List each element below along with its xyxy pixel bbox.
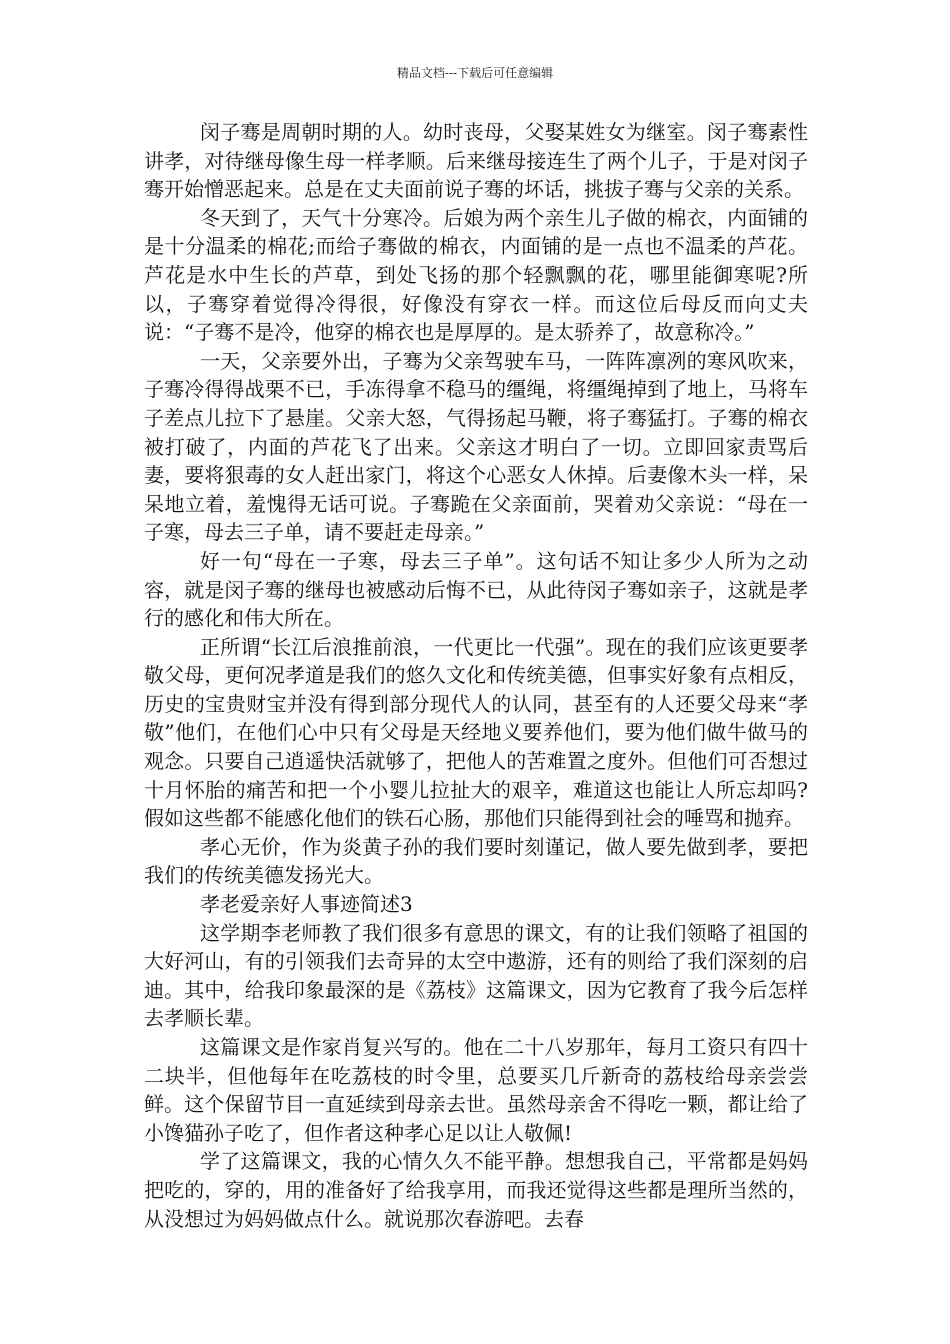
paragraph: 闵子骞是周朝时期的人。幼时丧母，父娶某姓女为继室。闵子骞素性讲孝，对待继母像生母一样孝顺。后来继母接连生了两个儿子，于是对闵子骞开始憎恶起来。总是在丈夫面前说子骞的坏话，挑拔子骞与父亲的关系。 [144,120,808,202]
paragraph: 正所谓“长江后浪推前浪，一代更比一代强”。现在的我们应该更要孝敬父母，更何况孝道是我们的悠久文化和传统美德，但事实好象有点相反，历史的宝贵财宝并没有得到部分现代人的认同，甚至有的人还要父母来“孝敬”他们，在他们心中只有父母是天经地义要养他们，要为他们做牛做马的观念。只要自己逍遥快活就够了，把他人的苦难置之度外。但他们可否想过十月怀胎的痛苦和把一个小婴儿拉扯大的艰辛，难道这也能让人所忘却吗?假如这些都不能感化他们的铁石心肠，那他们只能得到社会的唾骂和抛弃。 [144,634,808,831]
paragraph: 这学期李老师教了我们很多有意思的课文，有的让我们领略了祖国的大好河山，有的引领我们去奇异的太空中遨游，还有的则给了我们深刻的启迪。其中，给我印象最深的是《荔枝》这篇课文，因为它教育了我今后怎样去孝顺长辈。 [144,920,808,1031]
page-header: 精品文档---下载后可任意编辑 [396,66,554,80]
paragraph: 冬天到了，天气十分寒冷。后娘为两个亲生儿子做的棉衣，内面铺的是十分温柔的棉花;而给子骞做的棉衣，内面铺的是一点也不温柔的芦花。芦花是水中生长的芦草，到处飞扬的那个轻飘飘的花，哪里能御寒呢?所以，子骞穿着觉得冷得很，好像没有穿衣一样。而这位后母反而向丈夫说：“子骞不是冷，他穿的棉衣也是厚厚的。是太骄养了，故意称冷。” [144,205,808,345]
section-heading: 孝老爱亲好人事迹简述3 [200,892,413,917]
paragraph: 学了这篇课文，我的心情久久不能平静。想想我自己，平常都是妈妈把吃的，穿的，用的准备好了给我享用，而我还觉得这些都是理所当然的，从没想过为妈妈做点什么。就说那次春游吧。去春 [144,1149,808,1231]
document-body [144,118,808,1233]
paragraph: 一天，父亲要外出，子骞为父亲驾驶车马，一阵阵凛冽的寒风吹来，子骞冷得得战栗不已，手冻得拿不稳马的缰绳，将缰绳掉到了地上，马将车子差点儿拉下了悬崖。父亲大怒，气得扬起马鞭，将子骞猛打。子骞的棉衣被打破了，内面的芦花飞了出来。父亲这才明白了一切。立即回家责骂后妻，要将狠毒的女人赶出家门，将这个心恶女人休掉。后妻像木头一样，呆呆地立着，羞愧得无话可说。子骞跪在父亲面前，哭着劝父亲说：“母在一子寒，母去三子单，请不要赶走母亲。” [144,348,808,545]
paragraph: 孝心无价，作为炎黄子孙的我们要时刻谨记，做人要先做到孝，要把我们的传统美德发扬光大。 [144,834,808,888]
paragraph: 这篇课文是作家肖复兴写的。他在二十八岁那年，每月工资只有四十二块半，但他每年在吃荔枝的时令里，总要买几斤新奇的荔枝给母亲尝尝鲜。这个保留节目一直延续到母亲去世。虽然母亲舍不得吃一颗，都让给了小馋猫孙子吃了，但作者这种孝心足以让人敬佩! [144,1035,808,1145]
paragraph: 好一句“母在一子寒，母去三子单”。这句话不知让多少人所为之动容，就是闵子骞的继母也被感动后悔不已，从此待闵子骞如亲子，这就是孝行的感化和伟大所在。 [144,548,808,631]
